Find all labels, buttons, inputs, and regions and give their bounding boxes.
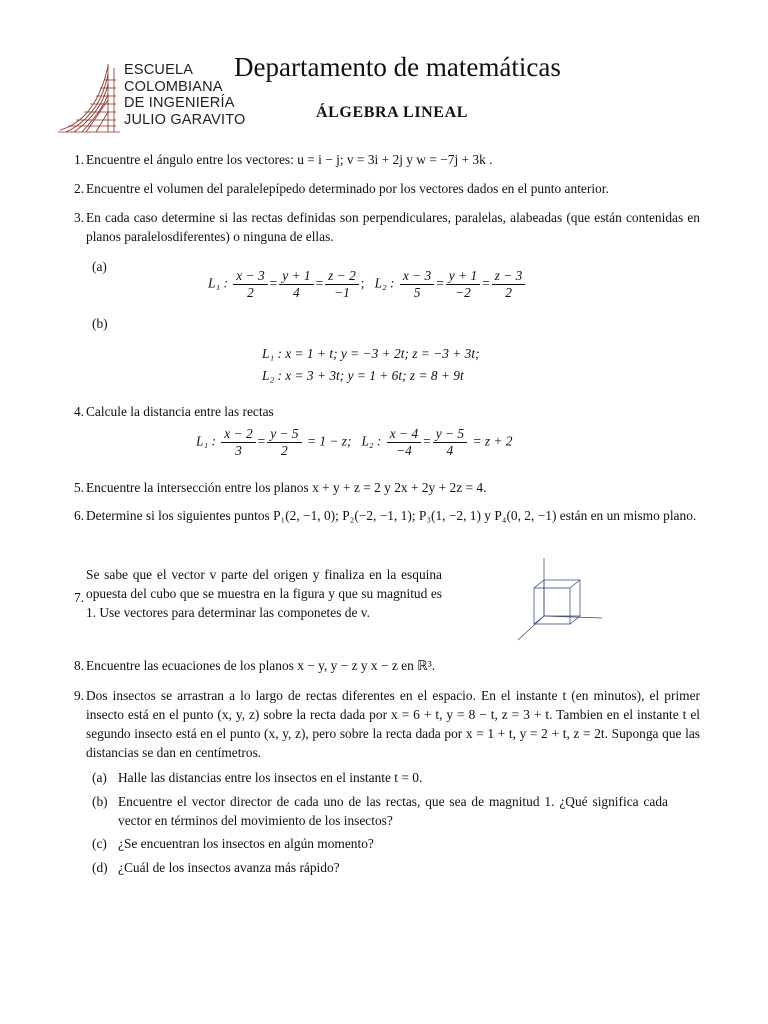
problem-3-text: En cada caso determine si las rectas definidas son perpendiculares, paralelas, alabeadas (que están contenidas en planos paralelosdiferentes) o ninguna de ellas. xyxy=(86,210,700,244)
problem-7-text: Se sabe que el vector v parte del origen y finaliza en la esquina opuesta del cubo que se muestra en la figura y que su magnitud es 1. Use vectores para determinar las componetes de v. xyxy=(86,567,442,620)
problem-9-text: Dos insectos se arrastran a lo largo de rectas diferentes en el espacio. En el instante t (en minutos), el primer insecto está en el punto (x, y, z) sobre la recta dada por x = 6 + t, y = 8 − t, z = 3 + t. Tambien en el instante t el segundo insecto está en el punto (x, y, z), pero sobre la recta dada por x = 1 + t, y = 2 + t, z = 2t. Suponga que las distancias se dan en centímetros. xyxy=(86,688,700,760)
school-logo xyxy=(56,60,246,136)
page: ESCUELA COLOMBIANA DE INGENIERÍA JULIO GARAVITO Departamento de matemáticas ÁLGEBRA LINEAL 1. Encuentre el ángulo entre los vectores: u = i − j; v = 3i + 2j y w = −7j + 3k . 2. Encuentre el volumen del paralelepípedo determinado por los vectores dados en el punto anterior. 3. En cada caso determine si las rectas definidas son perpendiculares, paralelas, alabeadas (que están contenidas en planos paralelosdiferentes) o ninguna de ellas. (a) L₁ : $\frac{x - 3}{2}$ = $\frac{y + 1}{4}$ = $\frac{z - 2}{-1}$ ; L₂ : $\frac{x - 3}{5}$ = $\frac{y + 1}{-2}$ = $\frac{z - 3}{2}$ (b) L₁ : x = 1 + t; y = −3 + 2t; z = −3 + 3t; L₂ : x = 3 + 3t; y = 1 + 6t; z = 8 + 9t 4. Calcule la distancia entre las rectas L₁ : $\frac{x - 2}{3}$ = $\frac{y - 5}{2}$ = 1 − z; L₂ : $\frac{x - 4}{-4}$ = $\frac{y - 5}{4}$ = z + 2 5. Encuentre la intersección entre los planos x + y + z = 2 y 2x + 2y + 2z = 4. 6. Determine si los siguientes puntos P₁(2, −1, 0); P₂(−2, −1, 1); P₃(1, −2, 1) y P₄(0, 2, −1) están en un mismo plano. 7. Se sabe que el vector v parte del origen y finaliza en la esquina opuesta del cubo que se muestra en la figura y que su magnitud es 1. Use vectores para determinar las componetes de v. 8. Encuentre las ecuaciones de los planos x − y, y − z y x − z en ℝ³. 9. Dos insectos se arrastran a lo largo de rectas diferentes en el espacio. En el instante t (en minutos), el primer insecto está en el punto (x, y, z) sobre la recta dada por x = 6 + t, y = 8 − t, z = 3 + t. Tambien en el instante t el segundo insecto está en el punto (x, y, z), pero sobre la recta dada por x = 1 + t, y = 2 + t, z = 2t. Suponga que las distancias se dan en centímetros. (a) Halle las distancias entre los insectos en el instante t = 0. (b) Encuentre el vector director de cada uno de las rectas, que sea de magnitud 1. ¿Qué significa cada vector en términos del movimiento de los insectos? (c) ¿Se encuentran los insectos en algún momento? (d) ¿Cuál de los insectos avanza más rápido? xyxy=(0,0,768,1024)
logo-line-3: DE INGENIERÍA xyxy=(124,95,235,111)
logo-line-2: COLOMBIANA xyxy=(124,78,223,95)
subject-title: ÁLGEBRA LINEAL xyxy=(316,104,468,121)
department-title: Departamento de matemáticas xyxy=(234,52,561,82)
problem-3b-label: (b) xyxy=(92,316,108,331)
problem-3a-label: (a) xyxy=(92,259,107,274)
problem-3b-line-2: L₂ : x = 3 + 3t; y = 1 + 6t; z = 8 + 9t xyxy=(262,368,464,383)
logo-line-4: JULIO GARAVITO xyxy=(124,111,246,128)
logo-line-1: ESCUELA xyxy=(124,62,194,78)
problem-4-equations: L₁ : $\frac{x - 2}{3}$ = $\frac{y - 5}{2}$ = 1 − z; L₂ : $\frac{x - 4}{-4}$ = $\frac{y - 5}{4}$ = z + 2 xyxy=(196,426,513,458)
logo-text xyxy=(124,62,246,128)
problem-2-text: Encuentre el volumen del paralelepípedo determinado por los vectores dados en el punto anterior. xyxy=(86,181,609,196)
logo-mark-icon xyxy=(56,60,122,136)
problem-8-text: Encuentre las ecuaciones de los planos x − y, y − z y x − z en ℝ³. xyxy=(86,658,436,673)
problem-3b-line-1: L₁ : x = 1 + t; y = −3 + 2t; z = −3 + 3t; xyxy=(262,346,480,361)
cube-figure xyxy=(510,554,606,646)
problem-5-text: Encuentre la intersección entre los planos x + y + z = 2 y 2x + 2y + 2z = 4. xyxy=(86,480,487,495)
problem-4-text: Calcule la distancia entre las rectas xyxy=(86,404,274,419)
problem-6-text: Determine si los siguientes puntos P₁(2, −1, 0); P₂(−2, −1, 1); P₃(1, −2, 1) y P₄(0, 2, −1) están en un mismo plano. xyxy=(86,508,697,523)
problem-3a-equations: L₁ : $\frac{x - 3}{2}$ = $\frac{y + 1}{4}$ = $\frac{z - 2}{-1}$ ; L₂ : $\frac{x - 3}{5}$ = $\frac{y + 1}{-2}$ = $\frac{z - 3}{2}$ xyxy=(208,268,527,301)
problem-1-text: Encuentre el ángulo entre los vectores: u = i − j; v = 3i + 2j y w = −7j + 3k . xyxy=(86,152,493,167)
